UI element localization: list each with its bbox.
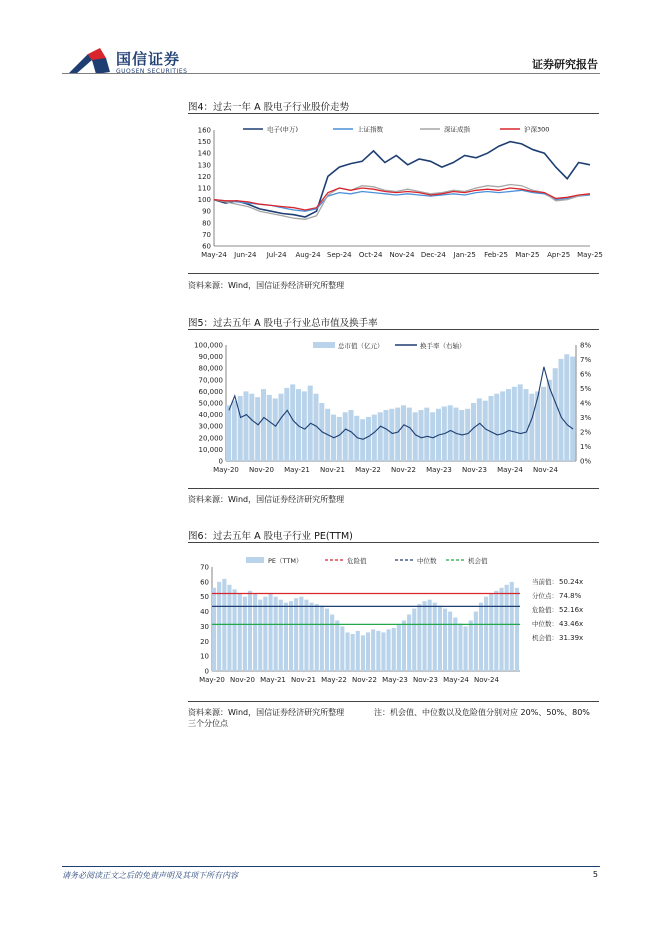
x-tick-label: May-25 bbox=[577, 251, 603, 259]
x-tick-label: Feb-25 bbox=[484, 251, 508, 259]
bar bbox=[267, 395, 272, 461]
bar bbox=[343, 412, 348, 461]
y-tick-label: 140 bbox=[197, 149, 211, 158]
logo-name: 国信证券 bbox=[116, 50, 181, 68]
bar bbox=[510, 582, 514, 671]
y-tick-label: 90 bbox=[202, 207, 211, 216]
y2-tick-label: 8% bbox=[580, 341, 592, 350]
x-tick-label: May-20 bbox=[199, 676, 225, 684]
bar bbox=[356, 631, 360, 671]
bar bbox=[518, 384, 523, 461]
bar bbox=[464, 626, 468, 671]
y-tick-label: 40,000 bbox=[198, 411, 223, 420]
bar bbox=[238, 396, 243, 461]
annotation-value: 52.16x bbox=[559, 606, 584, 614]
y-tick-label: 110 bbox=[197, 184, 211, 193]
x-tick-label: May-24 bbox=[443, 676, 469, 684]
x-tick-label: May-24 bbox=[201, 251, 227, 259]
y-tick-label: 10 bbox=[200, 652, 209, 661]
bar bbox=[500, 391, 505, 461]
bar bbox=[315, 604, 319, 671]
bar bbox=[279, 394, 284, 461]
bar bbox=[494, 394, 499, 461]
bar bbox=[302, 391, 307, 461]
y2-tick-label: 7% bbox=[580, 356, 592, 364]
bar bbox=[417, 604, 421, 671]
bar bbox=[284, 388, 289, 461]
y-tick-label: 80,000 bbox=[198, 364, 223, 373]
bar bbox=[378, 412, 383, 461]
bar bbox=[233, 589, 237, 671]
legend-label: 沪深300 bbox=[524, 125, 550, 134]
bar bbox=[413, 412, 418, 461]
figure-4-chart bbox=[188, 116, 603, 272]
bar bbox=[273, 398, 278, 461]
x-tick-label: Nov-21 bbox=[291, 676, 316, 684]
x-tick-label: Nov-24 bbox=[533, 466, 558, 474]
bar bbox=[397, 625, 401, 671]
y-tick-label: 60 bbox=[200, 578, 209, 587]
bar bbox=[212, 588, 216, 671]
bar bbox=[335, 621, 339, 672]
bar bbox=[244, 391, 249, 461]
bar bbox=[489, 396, 494, 461]
x-tick-label: May-24 bbox=[497, 466, 523, 474]
bar bbox=[433, 603, 437, 671]
y-tick-label: 50 bbox=[200, 593, 209, 602]
y2-tick-label: 6% bbox=[580, 370, 592, 379]
annotation-value: 74.8% bbox=[559, 592, 582, 600]
bar bbox=[448, 405, 453, 461]
x-tick-label: May-22 bbox=[321, 676, 347, 684]
y-tick-label: 150 bbox=[197, 138, 211, 147]
bar bbox=[320, 606, 324, 671]
bar bbox=[412, 609, 416, 671]
legend-swatch bbox=[246, 557, 264, 563]
y-tick-label: 100 bbox=[197, 196, 211, 205]
x-tick-label: Nov-23 bbox=[413, 676, 438, 684]
figure-5-source: 资料来源：Wind，国信证券经济研究所整理 bbox=[188, 495, 345, 504]
series-line bbox=[214, 188, 590, 210]
figure-6-source: 资料来源：Wind，国信证券经济研究所整理 bbox=[188, 708, 345, 717]
figure-6-top-rule bbox=[188, 542, 599, 543]
y-tick-label: 70 bbox=[200, 563, 209, 572]
bar bbox=[279, 600, 283, 671]
bar bbox=[381, 632, 385, 671]
bar bbox=[570, 357, 575, 461]
bar bbox=[330, 615, 334, 672]
x-tick-label: Nov-22 bbox=[352, 676, 377, 684]
y2-tick-label: 5% bbox=[580, 385, 592, 393]
bar bbox=[448, 612, 452, 671]
bar bbox=[423, 601, 427, 671]
bar bbox=[304, 600, 308, 671]
bar bbox=[529, 394, 534, 461]
bar bbox=[553, 368, 558, 461]
logo-subtitle: GUOSEN SECURITIES bbox=[116, 68, 188, 75]
figure-5-title: 图5：过去五年 A 股电子行业总市值及换手率 bbox=[188, 318, 378, 329]
x-tick-label: Nov-23 bbox=[462, 466, 487, 474]
bar bbox=[387, 629, 391, 671]
bar bbox=[376, 631, 380, 671]
y-tick-label: 0 bbox=[218, 457, 223, 466]
bar bbox=[392, 628, 396, 671]
bar bbox=[261, 389, 266, 461]
annotation-value: 43.46x bbox=[559, 620, 584, 628]
bar bbox=[289, 601, 293, 671]
y2-tick-label: 4% bbox=[580, 399, 592, 408]
bar bbox=[253, 594, 257, 671]
figure-4-source: 资料来源：Wind，国信证券经济研究所整理 bbox=[188, 281, 345, 290]
bar bbox=[419, 410, 424, 461]
x-tick-label: May-23 bbox=[382, 676, 408, 684]
bar bbox=[372, 415, 377, 461]
page-number: 5 bbox=[592, 870, 598, 879]
x-tick-label: Nov-20 bbox=[249, 466, 274, 474]
bar bbox=[274, 597, 278, 671]
bar bbox=[395, 408, 400, 461]
bar bbox=[227, 585, 231, 671]
figure-6-note-cont: 三个分位点 bbox=[188, 719, 228, 728]
y-tick-label: 50,000 bbox=[198, 399, 223, 408]
bar bbox=[407, 408, 412, 461]
bar bbox=[428, 600, 432, 671]
y-tick-label: 10,000 bbox=[198, 445, 223, 454]
legend-label: 深证成指 bbox=[444, 125, 470, 134]
x-tick-label: Apr-25 bbox=[547, 251, 571, 259]
x-tick-label: Oct-24 bbox=[358, 251, 383, 259]
bar bbox=[438, 606, 442, 671]
bar bbox=[258, 600, 262, 671]
bar bbox=[424, 408, 429, 461]
series-line bbox=[214, 190, 590, 211]
footer-disclaimer: 请务必阅读正文之后的免责声明及其项下所有内容 bbox=[62, 871, 238, 880]
annotation-label: 中位数： bbox=[532, 620, 558, 628]
y-tick-label: 130 bbox=[197, 161, 211, 170]
bar bbox=[290, 384, 295, 461]
bar bbox=[269, 594, 273, 671]
bar bbox=[294, 598, 298, 671]
bar bbox=[459, 410, 464, 461]
legend-label: 换手率（右轴） bbox=[420, 342, 466, 350]
bar bbox=[349, 410, 354, 461]
header-divider bbox=[62, 73, 600, 74]
x-tick-label: May-20 bbox=[213, 466, 239, 474]
bar bbox=[226, 405, 231, 461]
bar bbox=[249, 394, 254, 461]
bar bbox=[474, 612, 478, 671]
bar bbox=[453, 618, 457, 672]
bar bbox=[366, 417, 371, 461]
figure-6-title: 图6：过去五年 A 股电子行业 PE(TTM) bbox=[188, 531, 353, 542]
x-tick-label: Aug-24 bbox=[295, 251, 321, 259]
y-tick-label: 160 bbox=[197, 126, 211, 135]
bar bbox=[564, 354, 569, 461]
bar bbox=[500, 588, 504, 671]
figure-5-chart bbox=[188, 333, 599, 483]
bar bbox=[255, 397, 260, 461]
y-tick-label: 0 bbox=[204, 667, 209, 676]
bar bbox=[512, 387, 517, 461]
bar bbox=[443, 609, 447, 671]
bar bbox=[238, 594, 242, 671]
bar bbox=[479, 603, 483, 671]
bar bbox=[243, 597, 247, 671]
figure-5-bottom-rule bbox=[188, 488, 599, 489]
annotation-value: 50.24x bbox=[559, 578, 584, 586]
x-tick-label: May-21 bbox=[284, 466, 310, 474]
bar bbox=[371, 629, 375, 671]
bar bbox=[325, 609, 329, 671]
annotation-label: 分位点： bbox=[532, 592, 558, 600]
figure-4-top-rule bbox=[188, 113, 599, 114]
bar bbox=[494, 591, 498, 671]
bar bbox=[232, 401, 237, 461]
y-tick-label: 90,000 bbox=[198, 353, 223, 362]
x-tick-label: Nov-22 bbox=[391, 466, 416, 474]
bar bbox=[402, 621, 406, 672]
x-tick-label: May-22 bbox=[355, 466, 381, 474]
y-tick-label: 20 bbox=[200, 637, 209, 646]
y-tick-label: 30,000 bbox=[198, 422, 223, 431]
y-tick-label: 70 bbox=[202, 230, 211, 239]
x-tick-label: Jan-25 bbox=[453, 251, 476, 259]
bar bbox=[505, 585, 509, 671]
annotation-value: 31.39x bbox=[559, 634, 584, 642]
bar bbox=[346, 632, 350, 671]
bar bbox=[360, 419, 365, 461]
legend-label: 总市值（亿元） bbox=[338, 342, 384, 350]
figure-6-note: 注：机会值、中位数以及危险值分别对应 20%、50%、80% bbox=[374, 708, 590, 717]
y2-tick-label: 1% bbox=[580, 443, 592, 451]
bar bbox=[217, 582, 221, 671]
legend-label: 中位数 bbox=[417, 557, 437, 565]
figure-4-title: 图4：过去一年 A 股电子行业股价走势 bbox=[188, 102, 350, 113]
bar bbox=[263, 597, 267, 671]
report-type: 证券研究报告 bbox=[532, 58, 598, 71]
bar bbox=[524, 389, 529, 461]
y-tick-label: 30 bbox=[200, 622, 209, 631]
x-tick-label: Jul-24 bbox=[266, 251, 287, 259]
figure-5-top-rule bbox=[188, 329, 599, 330]
bar bbox=[559, 359, 564, 461]
bar bbox=[458, 624, 462, 672]
y-tick-label: 20,000 bbox=[198, 434, 223, 443]
figure-6-bottom-rule bbox=[188, 701, 599, 702]
legend-label: 电子(申万) bbox=[267, 125, 299, 134]
x-tick-label: Nov-24 bbox=[389, 251, 415, 259]
bar bbox=[310, 603, 314, 671]
x-tick-label: Mar-25 bbox=[515, 251, 540, 259]
footer-divider bbox=[62, 866, 600, 867]
bar bbox=[389, 409, 394, 461]
bar bbox=[489, 594, 493, 671]
annotation-label: 危险值： bbox=[532, 606, 558, 614]
bar bbox=[484, 597, 488, 671]
bar bbox=[469, 621, 473, 672]
y-tick-label: 70,000 bbox=[198, 376, 223, 385]
bar bbox=[366, 632, 370, 671]
x-tick-label: Nov-24 bbox=[474, 676, 499, 684]
x-tick-label: Nov-20 bbox=[230, 676, 255, 684]
bar bbox=[401, 405, 406, 461]
bar bbox=[477, 398, 482, 461]
series-line bbox=[214, 185, 590, 220]
bar bbox=[407, 615, 411, 672]
bar bbox=[299, 597, 303, 671]
bar bbox=[248, 591, 252, 671]
figure-6-chart bbox=[188, 546, 599, 698]
bar bbox=[515, 588, 519, 671]
legend-label: 上证指数 bbox=[357, 125, 383, 134]
bar bbox=[541, 387, 546, 461]
y2-tick-label: 3% bbox=[580, 414, 592, 422]
figure-4-bottom-rule bbox=[188, 273, 599, 274]
bar bbox=[506, 389, 511, 461]
bar bbox=[351, 634, 355, 671]
bar bbox=[361, 635, 365, 671]
bar bbox=[483, 401, 488, 461]
bar bbox=[337, 417, 342, 461]
y2-tick-label: 2% bbox=[580, 428, 592, 437]
annotation-label: 机会值： bbox=[532, 634, 558, 642]
y-tick-label: 80 bbox=[202, 219, 211, 228]
legend-label: 机会值 bbox=[468, 557, 488, 565]
legend-label: PE（TTM） bbox=[268, 557, 303, 565]
annotation-label: 当前值： bbox=[532, 578, 558, 586]
x-tick-label: Nov-21 bbox=[320, 466, 345, 474]
x-tick-label: Sep-24 bbox=[327, 251, 352, 259]
y-tick-label: 100,000 bbox=[194, 341, 223, 350]
x-tick-label: Jun-24 bbox=[234, 251, 257, 259]
y-tick-label: 120 bbox=[197, 172, 211, 181]
x-tick-label: May-21 bbox=[260, 676, 286, 684]
y-tick-label: 40 bbox=[200, 608, 209, 617]
bar bbox=[384, 410, 389, 461]
bar bbox=[465, 409, 470, 461]
x-tick-label: May-23 bbox=[426, 466, 452, 474]
bar bbox=[471, 403, 476, 461]
y2-tick-label: 0% bbox=[580, 457, 592, 466]
y-tick-label: 60 bbox=[202, 242, 211, 251]
bar bbox=[340, 626, 344, 671]
x-tick-label: Dec-24 bbox=[420, 251, 446, 259]
legend-label: 危险值 bbox=[347, 557, 367, 565]
bar bbox=[284, 603, 288, 671]
legend-swatch bbox=[313, 342, 335, 348]
y-tick-label: 60,000 bbox=[198, 387, 223, 396]
